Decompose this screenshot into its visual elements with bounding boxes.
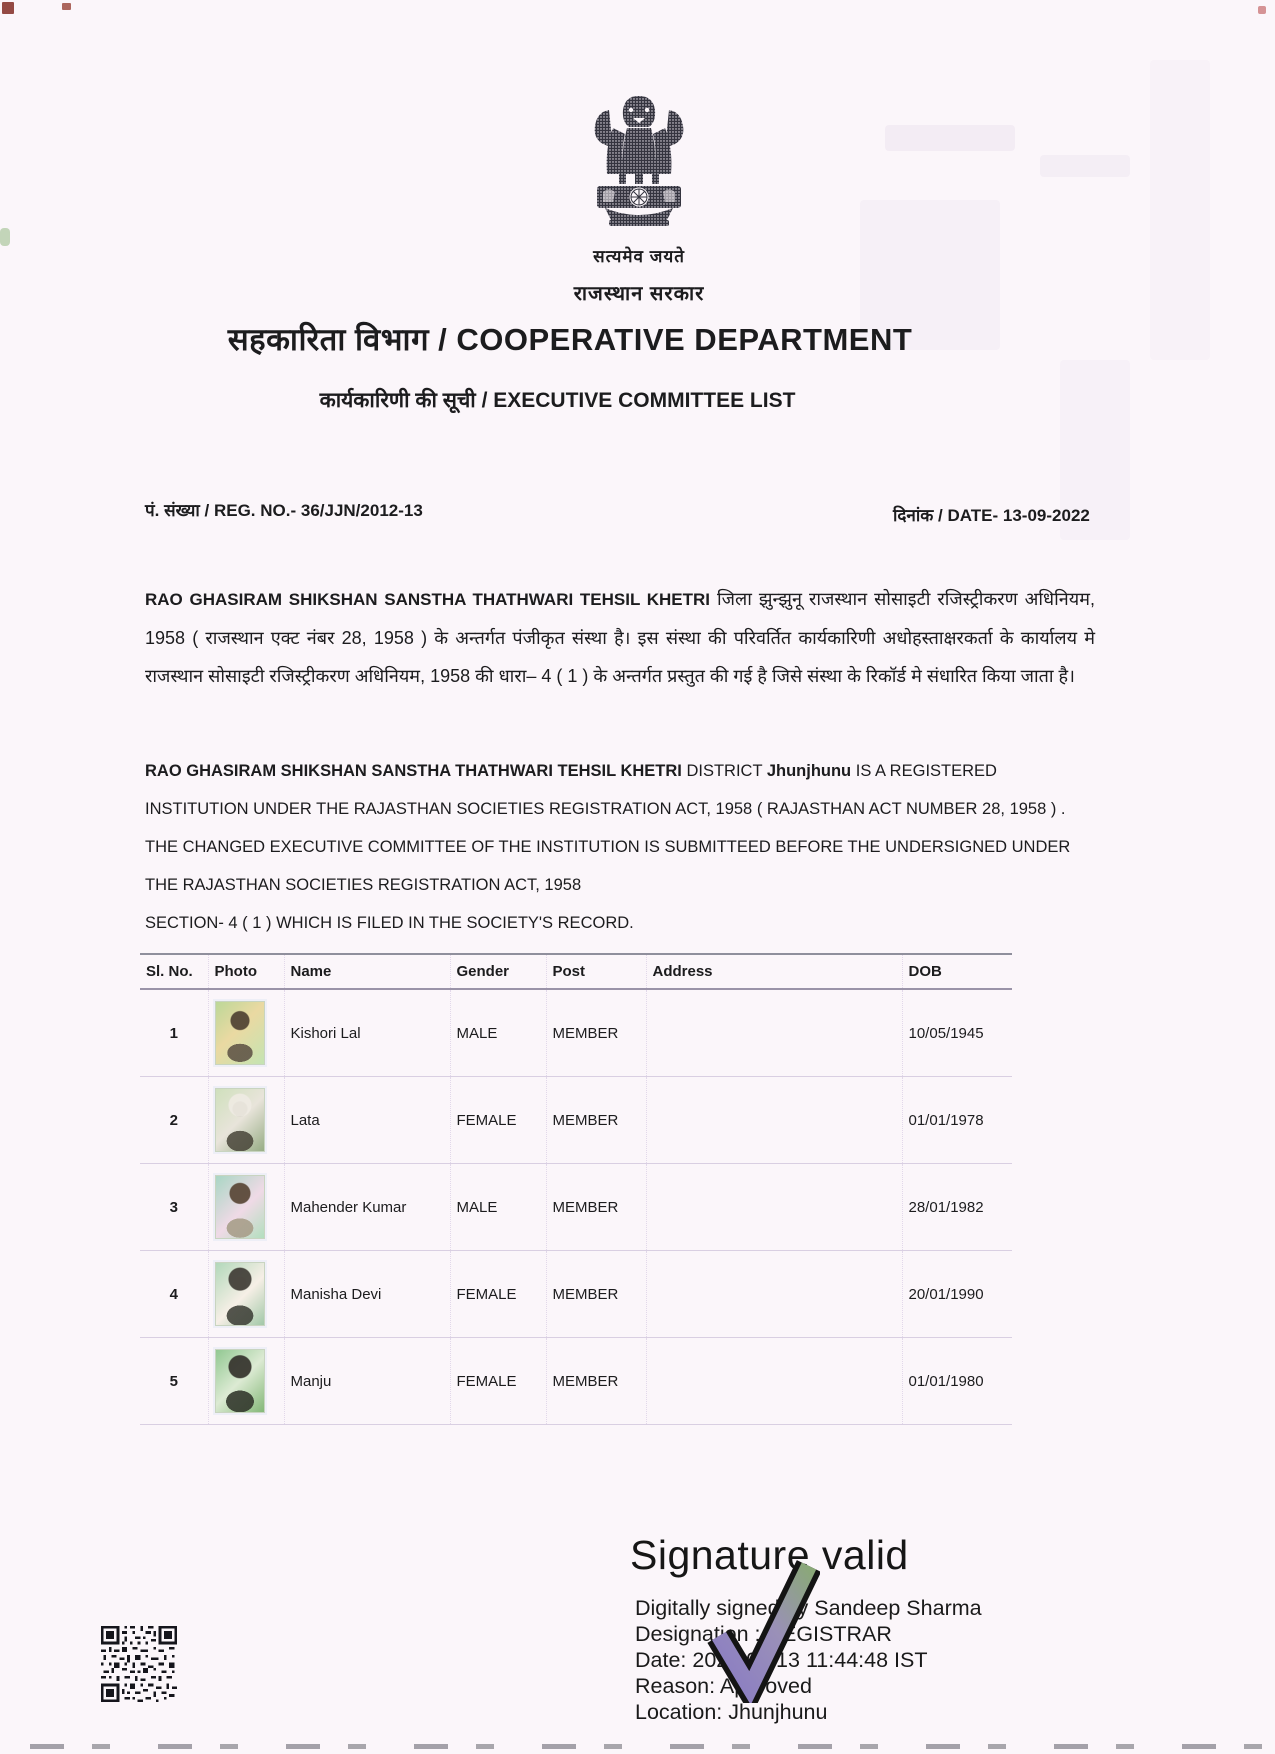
emblem-motto: सत्यमेव जयते bbox=[593, 247, 685, 266]
header-address: Address bbox=[646, 954, 902, 989]
registration-number: पं. संख्या / REG. NO.- 36/JJN/2012-13 bbox=[145, 501, 423, 520]
signature-location: Location: Jhunjhunu bbox=[635, 1700, 828, 1724]
cell-name: Manju bbox=[284, 1338, 450, 1425]
scan-smudge bbox=[1040, 155, 1130, 177]
cell-address bbox=[646, 1164, 902, 1251]
ashoka-emblem-icon bbox=[579, 92, 699, 242]
cell-gender: FEMALE bbox=[450, 1077, 546, 1164]
cell-address bbox=[646, 1077, 902, 1164]
english-paragraph-body: IS A REGISTERED INSTITUTION UNDER THE RAJASTHAN SOCIETIES REGISTRATION ACT, 1958 ( RAJASTHAN ACT NUMBER 28, 1958 ) . THE CHANGED EXECUTIVE COMMITTEE OF THE INSTITUTION IS SUBMITTEED BEFORE THE UNDERSIGNED UNDER THE RAJASTHAN SOCIETIES REGISTRATION ACT, 1958 bbox=[145, 762, 1071, 894]
header-post: Post bbox=[546, 954, 646, 989]
header-gender: Gender bbox=[450, 954, 546, 989]
institution-name-hindi-paragraph: RAO GHASIRAM SHIKSHAN SANSTHA THATHWARI TEHSIL KHETRI bbox=[145, 590, 711, 609]
scan-smudge bbox=[1150, 60, 1210, 360]
cell-post: MEMBER bbox=[546, 1251, 646, 1338]
institution-name-english: RAO GHASIRAM SHIKSHAN SANSTHA THATHWARI TEHSIL KHETRI bbox=[145, 762, 682, 780]
cell-dob: 01/01/1978 bbox=[902, 1077, 1012, 1164]
member-photo bbox=[215, 1349, 265, 1413]
cell-post: MEMBER bbox=[546, 1164, 646, 1251]
english-paragraph-main bbox=[145, 752, 1095, 904]
cell-sl-no: 4 bbox=[140, 1251, 208, 1338]
cell-gender: FEMALE bbox=[450, 1251, 546, 1338]
cell-gender: MALE bbox=[450, 1164, 546, 1251]
member-photo bbox=[215, 1175, 265, 1239]
table-row bbox=[140, 1251, 1012, 1338]
english-paragraph bbox=[145, 752, 1095, 942]
cell-post: MEMBER bbox=[546, 1338, 646, 1425]
member-photo bbox=[215, 1262, 265, 1326]
scan-bottom-edge bbox=[30, 1744, 1275, 1749]
emblem-block bbox=[519, 92, 759, 306]
cell-address bbox=[646, 1338, 902, 1425]
cell-dob: 10/05/1945 bbox=[902, 989, 1012, 1077]
section-clause: SECTION- 4 ( 1 ) WHICH IS FILED IN THE SOCIETY'S RECORD. bbox=[145, 914, 634, 932]
signature-signed-by: Digitally signed by Sandeep Sharma bbox=[635, 1596, 982, 1620]
signature-date: Date: 2022.09.13 11:44:48 IST bbox=[635, 1648, 928, 1672]
table-row bbox=[140, 1338, 1012, 1425]
signature-reason: Reason: Approved bbox=[635, 1674, 812, 1698]
scan-edge-mark bbox=[0, 228, 10, 246]
district-name: Jhunjhunu bbox=[766, 762, 852, 780]
cell-sl-no: 3 bbox=[140, 1164, 208, 1251]
cell-name: Mahender Kumar bbox=[284, 1164, 450, 1251]
hindi-paragraph bbox=[145, 580, 1095, 695]
table-row bbox=[140, 1077, 1012, 1164]
cell-dob: 20/01/1990 bbox=[902, 1251, 1012, 1338]
table-header-row bbox=[140, 954, 1012, 989]
header-dob: DOB bbox=[902, 954, 1012, 989]
table-row bbox=[140, 989, 1012, 1077]
cell-name: Lata bbox=[284, 1077, 450, 1164]
government-name: राजस्थान सरकार bbox=[573, 283, 705, 305]
member-photo bbox=[215, 1001, 265, 1065]
signature-valid-text: Signature valid bbox=[630, 1532, 909, 1578]
cell-dob: 01/01/1980 bbox=[902, 1338, 1012, 1425]
table-row bbox=[140, 1164, 1012, 1251]
cell-sl-no: 5 bbox=[140, 1338, 208, 1425]
header-sl-no: Sl. No. bbox=[140, 954, 208, 989]
scan-smudge bbox=[885, 125, 1015, 151]
header-name: Name bbox=[284, 954, 450, 989]
scan-corner-mark bbox=[2, 2, 14, 14]
header-photo: Photo bbox=[208, 954, 284, 989]
signature-details bbox=[635, 1595, 982, 1725]
qr-code bbox=[100, 1626, 178, 1702]
cell-gender: MALE bbox=[450, 989, 546, 1077]
cell-sl-no: 1 bbox=[140, 989, 208, 1077]
hindi-paragraph-body: जिला झुन्झुनू राजस्थान सोसाइटी रजिस्ट्रीकरण अधिनियम, 1958 ( राजस्थान एक्ट नंबर 28, 1958 ) के अन्तर्गत पंजीकृत संस्था है। इस संस्था की परिवर्तित कार्यकारिणी अधोहस्ताक्षरकर्ता के कार्यालय मे राजस्थान सोसाइटी रजिस्ट्रीकरण अधिनियम, 1958 की धारा– 4 ( 1 ) के अन्तर्गत प्रस्तुत की गई है जिसे संस्था के रिकॉर्ड मे संधारित किया जाता है। bbox=[145, 589, 1095, 686]
cell-address bbox=[646, 989, 902, 1077]
document-date: दिनांक / DATE- 13-09-2022 bbox=[893, 506, 1090, 525]
district-label: DISTRICT bbox=[681, 762, 767, 780]
cell-post: MEMBER bbox=[546, 1077, 646, 1164]
scan-corner-mark bbox=[1258, 6, 1266, 14]
executive-committee-table bbox=[140, 953, 1012, 1425]
signature-designation: Designation : REGISTRAR bbox=[635, 1622, 892, 1646]
scan-corner-mark bbox=[62, 3, 71, 10]
cell-post: MEMBER bbox=[546, 989, 646, 1077]
cell-address bbox=[646, 1251, 902, 1338]
document-subtitle: कार्यकारिणी की सूची / EXECUTIVE COMMITTEE LIST bbox=[319, 389, 796, 412]
cell-dob: 28/01/1982 bbox=[902, 1164, 1012, 1251]
cell-gender: FEMALE bbox=[450, 1338, 546, 1425]
member-photo bbox=[215, 1088, 265, 1152]
department-title: सहकारिता विभाग / COOPERATIVE DEPARTMENT bbox=[227, 322, 913, 357]
cell-sl-no: 2 bbox=[140, 1077, 208, 1164]
cell-name: Manisha Devi bbox=[284, 1251, 450, 1338]
cell-name: Kishori Lal bbox=[284, 989, 450, 1077]
